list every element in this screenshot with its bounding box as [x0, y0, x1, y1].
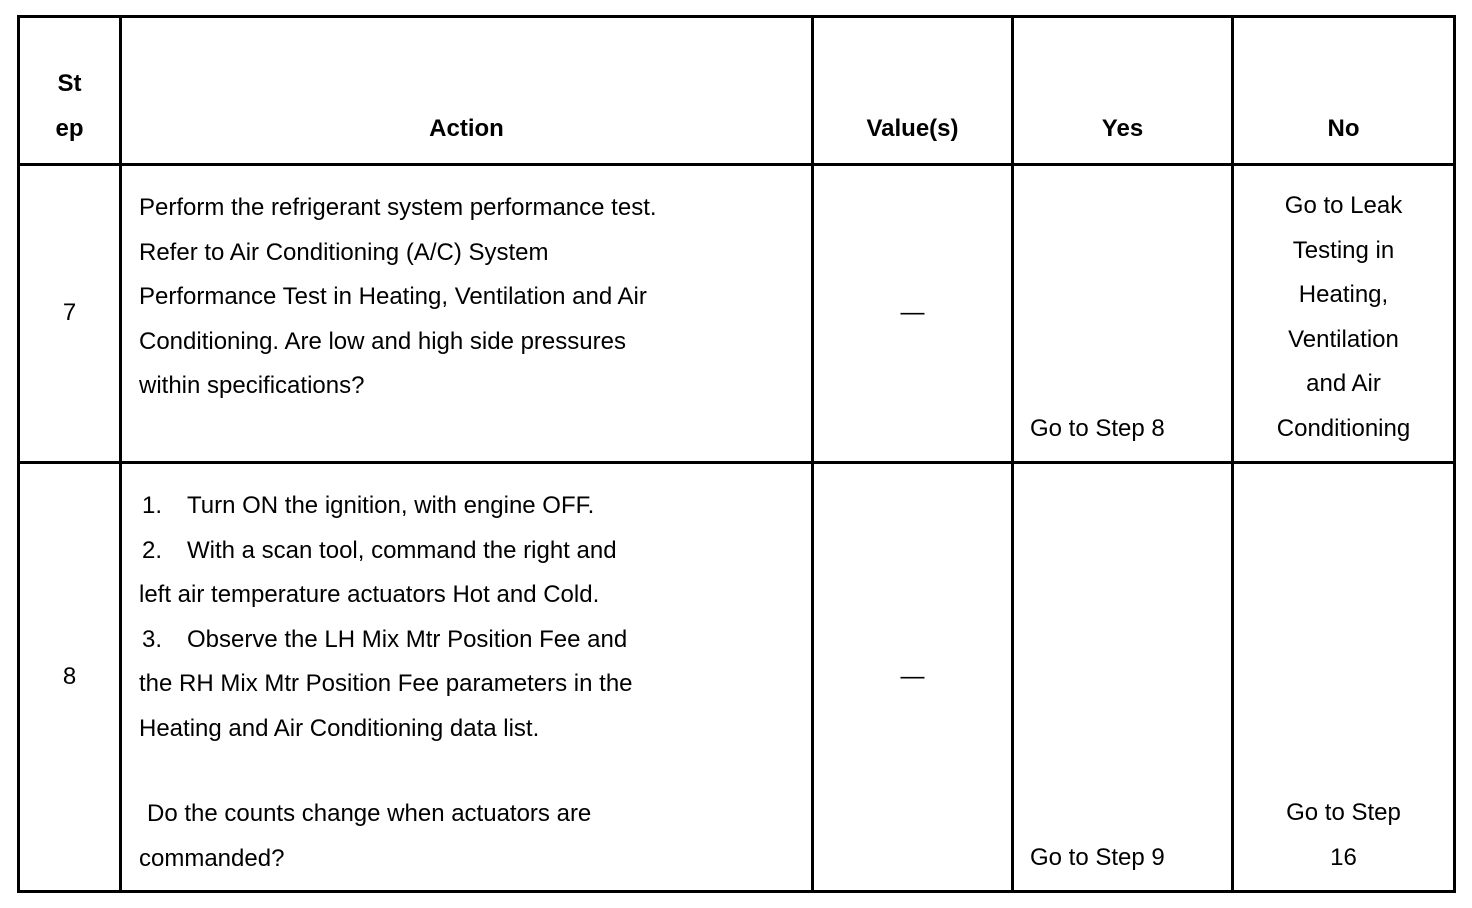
header-values: Value(s) — [813, 17, 1013, 165]
no-cell — [1233, 463, 1455, 892]
step-number: 8 — [19, 463, 121, 892]
step-number: 7 — [19, 165, 121, 463]
table-row-step-7 — [19, 165, 1455, 463]
action-line: within specifications? — [139, 372, 365, 399]
list-text: Turn ON the ignition, with engine OFF. — [187, 492, 595, 519]
list-item — [139, 618, 801, 663]
yes-cell: Go to Step 9 — [1013, 463, 1233, 892]
spacer — [139, 751, 801, 792]
no-line: Heating, — [1298, 281, 1389, 308]
no-line: and Air — [1306, 370, 1381, 397]
no-line: Conditioning — [1276, 414, 1411, 442]
list-continuation: the RH Mix Mtr Position Fee parameters in the — [139, 670, 633, 697]
header-no: No — [1233, 17, 1455, 165]
list-text: With a scan tool, command the right and — [187, 536, 617, 564]
diagnostic-table — [17, 15, 1456, 893]
value-cell: — — [813, 463, 1013, 892]
list-continuation: left air temperature actuators Hot and Cold. — [139, 581, 600, 608]
header-action: Action — [121, 17, 813, 165]
action-cell — [121, 165, 813, 463]
list-item — [139, 484, 801, 529]
action-cell — [121, 463, 813, 892]
yes-cell: Go to Step 8 — [1013, 165, 1233, 463]
question-line: commanded? — [139, 844, 285, 872]
action-line: Performance Test in Heating, Ventilation and Air — [139, 283, 647, 310]
list-number: 2. — [142, 536, 163, 564]
no-cell — [1233, 165, 1455, 463]
table-row-step-8 — [19, 463, 1455, 892]
question-line: Do the counts change when actuators are — [147, 800, 592, 827]
no-line: Ventilation — [1288, 325, 1399, 353]
list-text: Observe the LH Mix Mtr Position Fee and — [187, 625, 628, 653]
header-step — [19, 17, 121, 165]
no-line: Testing in — [1292, 236, 1395, 264]
no-line: Go to Step — [1286, 799, 1401, 826]
action-line: Refer to Air Conditioning (A/C) System — [139, 238, 549, 266]
header-step-line-2: ep — [55, 114, 84, 142]
header-step-line-1: St — [57, 70, 82, 97]
value-cell: — — [813, 165, 1013, 463]
header-row — [19, 17, 1455, 165]
list-continuation: Heating and Air Conditioning data list. — [139, 714, 540, 742]
header-yes: Yes — [1013, 17, 1233, 165]
list-number: 3. — [142, 625, 163, 653]
action-line: Perform the refrigerant system performance test. — [139, 194, 657, 221]
no-line: Go to Leak — [1284, 192, 1403, 219]
list-item — [139, 529, 801, 574]
list-number: 1. — [142, 492, 163, 519]
action-line: Conditioning. Are low and high side pressures — [139, 327, 626, 355]
no-line: 16 — [1330, 843, 1357, 871]
